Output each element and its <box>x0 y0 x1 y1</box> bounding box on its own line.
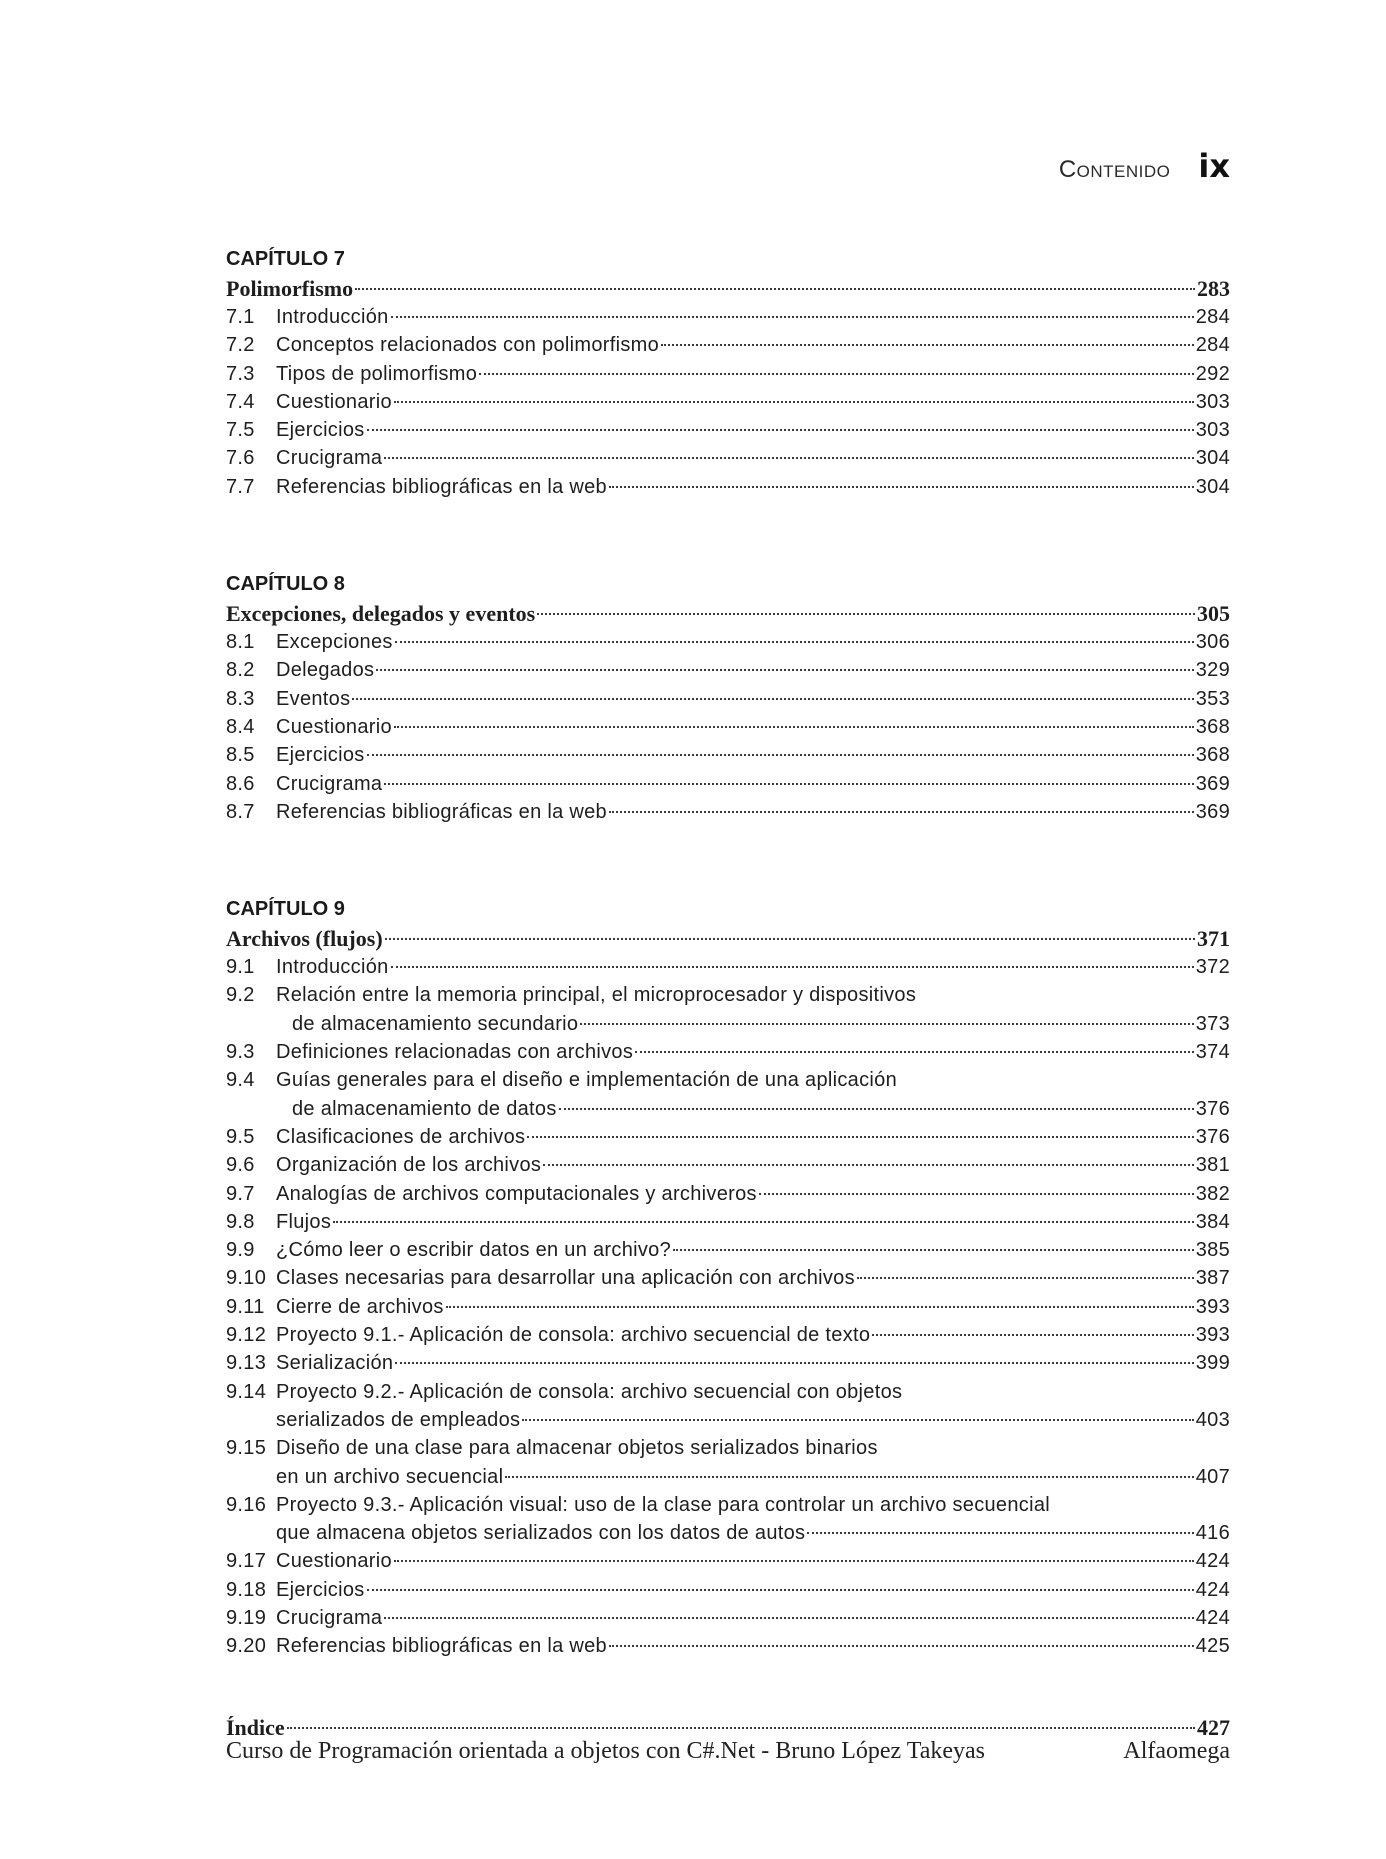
dot-leader <box>479 373 1194 375</box>
section-number: 9.13 <box>226 1352 267 1375</box>
section-title-continued: serializados de empleados <box>276 1408 521 1431</box>
section-page: 372 <box>1195 956 1230 979</box>
dot-leader <box>384 783 1193 785</box>
section-number: 9.14 <box>226 1380 267 1403</box>
toc-entry <box>226 1095 1230 1123</box>
dot-leader <box>394 1560 1194 1562</box>
section-title: Tipos de polimorfismo <box>276 362 478 385</box>
section-title: Flujos <box>276 1210 332 1233</box>
toc-entry <box>226 713 1230 741</box>
section-number: 8.4 <box>226 715 255 738</box>
section-number: 7.7 <box>226 475 255 498</box>
dot-leader <box>543 1164 1194 1166</box>
section-page: 424 <box>1195 1606 1230 1629</box>
chapter-title-row <box>226 274 1230 303</box>
dot-leader <box>580 1023 1193 1025</box>
section-page: 393 <box>1195 1324 1230 1347</box>
section-title: Relación entre la memoria principal, el microprocesador y dispositivos <box>276 984 917 1007</box>
chapter-label: CAPÍTULO 8 <box>226 573 345 596</box>
toc-entry <box>226 1321 1230 1349</box>
dot-leader <box>333 1221 1194 1223</box>
toc-entry <box>226 1406 1230 1434</box>
toc-entry <box>226 360 1230 388</box>
section-page: 384 <box>1195 1210 1230 1233</box>
section-page: 399 <box>1195 1352 1230 1375</box>
section-title: Referencias bibliográficas en la web <box>276 800 607 823</box>
dot-leader <box>559 1108 1194 1110</box>
section-title: Diseño de una clase para almacenar objetos serializados binarios <box>276 1437 878 1460</box>
section-number: 9.19 <box>226 1606 267 1629</box>
section-number: 9.18 <box>226 1578 267 1601</box>
chapter-title-row <box>226 599 1230 628</box>
toc-entry <box>226 1604 1230 1632</box>
index-spacer <box>226 1661 1230 1713</box>
chapter-page: 283 <box>1197 276 1230 301</box>
toc-entry <box>226 1519 1230 1547</box>
dot-leader <box>384 1617 1193 1619</box>
section-number: 9.11 <box>226 1295 265 1318</box>
section-title: Crucigrama <box>276 447 383 470</box>
section-number: 8.6 <box>226 772 255 795</box>
section-title: Organización de los archivos <box>276 1154 542 1177</box>
section-number: 9.3 <box>226 1041 255 1064</box>
chapter-label: CAPÍTULO 7 <box>226 248 345 270</box>
toc-entry <box>226 416 1230 444</box>
section-page: 353 <box>1195 687 1230 710</box>
toc-entry <box>226 1123 1230 1151</box>
chapter-spacer <box>226 501 1230 569</box>
section-title: Crucigrama <box>276 1606 383 1629</box>
table-of-contents <box>226 244 1230 1742</box>
section-number: 9.1 <box>226 956 255 979</box>
toc-entry <box>226 1632 1230 1660</box>
section-page: 306 <box>1195 631 1230 654</box>
section-number: 8.3 <box>226 687 255 710</box>
toc-entry <box>226 1236 1230 1264</box>
section-title: Definiciones relacionadas con archivos <box>276 1041 634 1064</box>
section-number: 7.4 <box>226 390 255 413</box>
toc-entry <box>226 444 1230 472</box>
section-title: Ejercicios <box>276 1578 365 1601</box>
section-number: 8.2 <box>226 659 255 682</box>
section-title: Referencias bibliográficas en la web <box>276 475 607 498</box>
chapter-title-row <box>226 924 1230 953</box>
section-title: Eventos <box>276 687 351 710</box>
dot-leader <box>287 1727 1195 1729</box>
index-page: 427 <box>1197 1714 1230 1740</box>
toc-entry-line <box>226 981 1230 1009</box>
section-number: 9.9 <box>226 1239 255 1262</box>
section-number: 9.12 <box>226 1324 267 1347</box>
section-page: 373 <box>1195 1012 1230 1035</box>
section-page: 403 <box>1195 1408 1230 1431</box>
section-title: Proyecto 9.1.- Aplicación de consola: archivo secuencial de texto <box>276 1324 871 1347</box>
chapter-label: CAPÍTULO 9 <box>226 898 345 921</box>
header-page-number: ix <box>1198 147 1230 185</box>
dot-leader <box>609 811 1194 813</box>
dot-leader <box>609 486 1194 488</box>
dot-leader <box>395 1362 1193 1364</box>
toc-entry <box>226 628 1230 656</box>
dot-leader <box>673 1249 1194 1251</box>
section-title: Serialización <box>276 1352 394 1375</box>
section-page: 284 <box>1195 334 1230 357</box>
toc-entry <box>226 1293 1230 1321</box>
footer-publisher: Alfaomega <box>1123 1738 1230 1764</box>
toc-entry <box>226 1038 1230 1066</box>
section-title: Proyecto 9.3.- Aplicación visual: uso de la clase para controlar un archivo secuencial <box>276 1493 1050 1516</box>
dot-leader <box>367 1589 1194 1591</box>
section-number: 9.6 <box>226 1154 255 1177</box>
section-number: 8.5 <box>226 744 255 767</box>
section-title: Proyecto 9.2.- Aplicación de consola: archivo secuencial con objetos <box>276 1380 903 1403</box>
dot-leader <box>352 698 1193 700</box>
section-page: 416 <box>1195 1522 1230 1545</box>
chapter-spacer <box>226 826 1230 894</box>
section-page: 284 <box>1195 306 1230 328</box>
section-number: 9.20 <box>226 1635 267 1658</box>
toc-entry-line <box>226 1378 1230 1406</box>
section-title: ¿Cómo leer o escribir datos en un archivo? <box>276 1239 672 1262</box>
toc-entry <box>226 388 1230 416</box>
section-page: 303 <box>1195 419 1230 442</box>
section-title: Crucigrama <box>276 772 383 795</box>
section-title: Ejercicios <box>276 419 365 442</box>
section-number: 9.8 <box>226 1210 255 1233</box>
section-page: 385 <box>1195 1239 1230 1262</box>
section-title: Clasificaciones de archivos <box>276 1125 526 1148</box>
section-page: 382 <box>1195 1182 1230 1205</box>
dot-leader <box>367 429 1194 431</box>
section-page: 376 <box>1195 1125 1230 1148</box>
section-title: Excepciones <box>276 631 393 654</box>
dot-leader <box>384 457 1193 459</box>
toc-entry <box>226 303 1230 331</box>
toc-entry <box>226 1576 1230 1604</box>
section-page: 425 <box>1195 1635 1230 1658</box>
dot-leader <box>391 316 1194 318</box>
section-number: 9.15 <box>226 1437 267 1460</box>
toc-entry <box>226 656 1230 684</box>
section-page: 303 <box>1195 390 1230 413</box>
chapter-page: 305 <box>1197 601 1230 627</box>
chapter-title: Polimorfismo <box>226 276 354 301</box>
section-page: 424 <box>1195 1578 1230 1601</box>
section-title-continued: que almacena objetos serializados con los datos de autos <box>276 1522 806 1545</box>
section-number: 9.7 <box>226 1182 255 1205</box>
toc-entry <box>226 1180 1230 1208</box>
toc-entry <box>226 741 1230 769</box>
toc-entry <box>226 798 1230 826</box>
page-footer <box>226 1738 1230 1765</box>
section-page: 368 <box>1195 715 1230 738</box>
section-number: 8.1 <box>226 631 255 654</box>
dot-leader <box>394 401 1194 403</box>
toc-entry <box>226 1463 1230 1491</box>
section-title-continued: de almacenamiento de datos <box>292 1097 557 1120</box>
chapter-title: Excepciones, delegados y eventos <box>226 601 536 627</box>
section-number: 9.10 <box>226 1267 267 1290</box>
section-title-continued: en un archivo secuencial <box>276 1465 504 1488</box>
section-number: 7.1 <box>226 306 255 328</box>
toc-entry <box>226 1151 1230 1179</box>
section-number: 8.7 <box>226 800 255 823</box>
section-number: 9.16 <box>226 1493 267 1516</box>
toc-entry <box>226 473 1230 501</box>
dot-leader <box>807 1532 1193 1534</box>
chapter-section <box>226 244 1230 501</box>
dot-leader <box>391 966 1194 968</box>
chapter-section <box>226 569 1230 826</box>
section-page: 407 <box>1195 1465 1230 1488</box>
section-page: 304 <box>1195 475 1230 498</box>
index-title: Índice <box>226 1714 285 1740</box>
chapter-title: Archivos (flujos) <box>226 926 383 952</box>
section-page: 304 <box>1195 447 1230 470</box>
section-page: 329 <box>1195 659 1230 682</box>
dot-leader <box>537 613 1195 615</box>
dot-leader <box>609 1645 1194 1647</box>
dot-leader <box>635 1051 1194 1053</box>
toc-entry <box>226 685 1230 713</box>
toc-entry <box>226 331 1230 359</box>
dot-leader <box>376 669 1193 671</box>
toc-entry <box>226 1010 1230 1038</box>
toc-entry-line <box>226 1066 1230 1094</box>
section-page: 393 <box>1195 1295 1230 1318</box>
section-title: Ejercicios <box>276 744 365 767</box>
toc-entry <box>226 1264 1230 1292</box>
section-title: Clases necesarias para desarrollar una aplicación con archivos <box>276 1267 855 1290</box>
section-page: 292 <box>1195 362 1230 385</box>
dot-leader <box>527 1136 1193 1138</box>
section-number: 9.4 <box>226 1069 255 1092</box>
dot-leader <box>367 754 1194 756</box>
dot-leader <box>385 938 1195 940</box>
section-page: 424 <box>1195 1550 1230 1573</box>
section-page: 387 <box>1195 1267 1230 1290</box>
running-header <box>1059 147 1230 185</box>
section-title: Conceptos relacionados con polimorfismo <box>276 334 659 357</box>
dot-leader <box>857 1277 1194 1279</box>
dot-leader <box>522 1419 1193 1421</box>
section-title: Delegados <box>276 659 375 682</box>
header-section-title: Contenido <box>1058 156 1171 183</box>
section-number: 9.5 <box>226 1125 255 1148</box>
toc-entry <box>226 1208 1230 1236</box>
section-page: 368 <box>1195 744 1230 767</box>
section-number: 7.6 <box>226 447 255 470</box>
section-number: 9.17 <box>226 1550 267 1573</box>
dot-leader <box>446 1306 1194 1308</box>
dot-leader <box>661 344 1194 346</box>
dot-leader <box>872 1334 1193 1336</box>
dot-leader <box>394 726 1194 728</box>
toc-entry-line <box>226 1434 1230 1462</box>
section-title: Cuestionario <box>276 715 392 738</box>
dot-leader <box>395 641 1194 643</box>
dot-leader <box>505 1476 1193 1478</box>
section-title: Referencias bibliográficas en la web <box>276 1635 607 1658</box>
section-title: Introducción <box>276 956 389 979</box>
section-title: Guías generales para el diseño e implementación de una aplicación <box>276 1069 897 1092</box>
section-page: 369 <box>1195 800 1230 823</box>
section-title: Cuestionario <box>276 390 392 413</box>
section-title: Cuestionario <box>276 1550 392 1573</box>
dot-leader <box>759 1193 1194 1195</box>
toc-entry <box>226 1349 1230 1377</box>
section-number: 7.3 <box>226 362 255 385</box>
toc-entry <box>226 953 1230 981</box>
section-number: 9.2 <box>226 984 255 1007</box>
section-title: Analogías de archivos computacionales y archiveros <box>276 1182 757 1205</box>
section-page: 381 <box>1195 1154 1230 1177</box>
chapter-page: 371 <box>1197 926 1230 952</box>
section-title-continued: de almacenamiento secundario <box>292 1012 579 1035</box>
section-page: 374 <box>1195 1041 1230 1064</box>
chapter-section <box>226 894 1230 1660</box>
toc-entry <box>226 770 1230 798</box>
section-title: Introducción <box>276 306 389 328</box>
section-title: Cierre de archivos <box>276 1295 444 1318</box>
section-page: 376 <box>1195 1097 1230 1120</box>
section-page: 369 <box>1195 772 1230 795</box>
toc-entry-line <box>226 1491 1230 1519</box>
dot-leader <box>355 288 1195 290</box>
toc-entry <box>226 1547 1230 1575</box>
section-number: 7.2 <box>226 334 255 357</box>
section-number: 7.5 <box>226 419 255 442</box>
footer-book-title: Curso de Programación orientada a objetos con C#.Net - Bruno López Takeyas <box>226 1738 985 1764</box>
